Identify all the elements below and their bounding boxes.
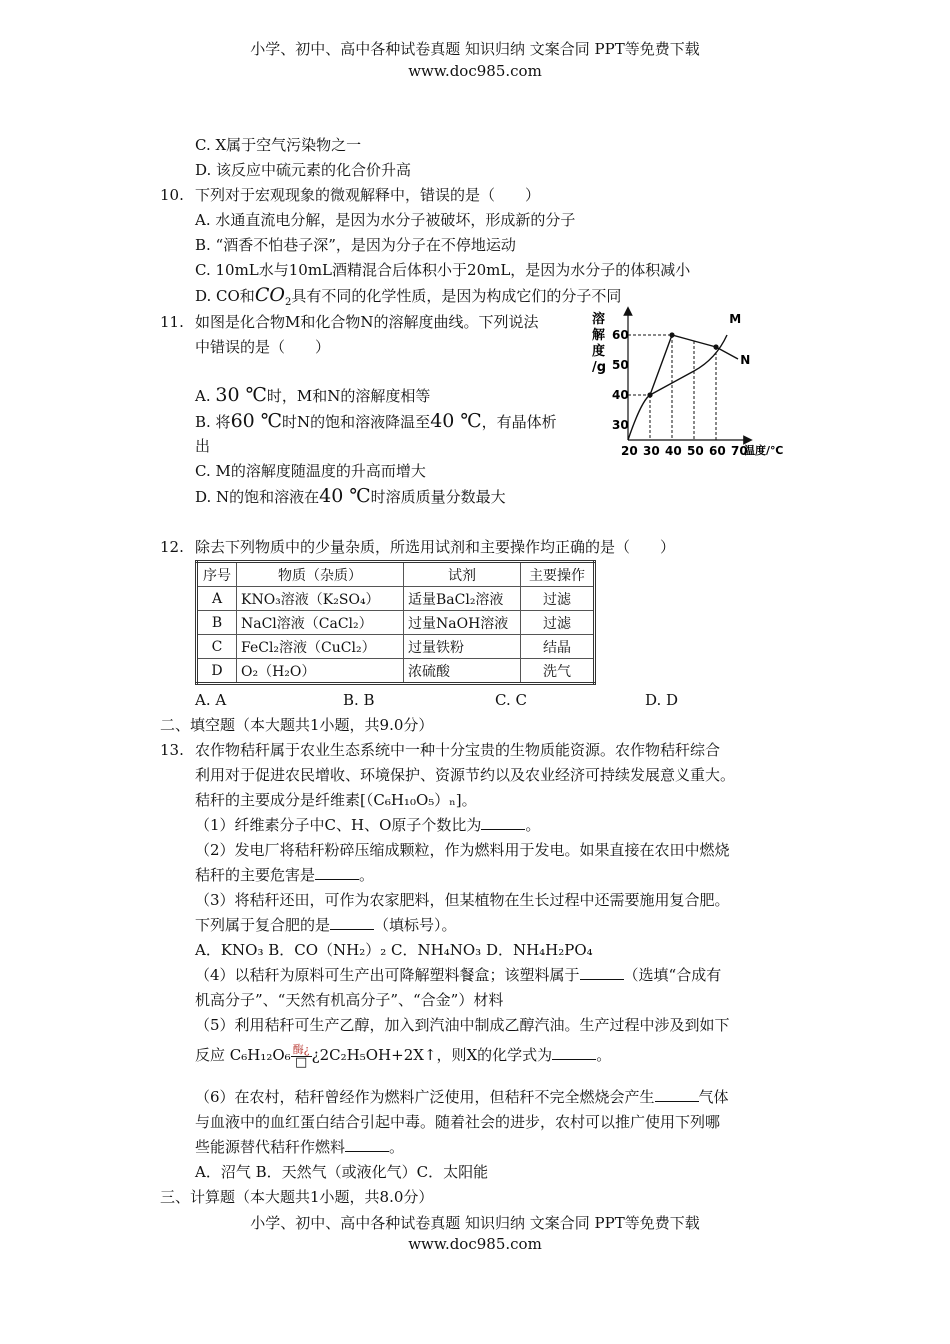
- y-label-char: 溶: [592, 312, 606, 327]
- q12-stem: 除去下列物质中的少量杂质，所选用试剂和主要操作均正确的是（ ）: [195, 538, 676, 556]
- q13-sub4-end: （选填“合成有: [623, 966, 722, 984]
- q13-sub6-end2: 。: [389, 1138, 405, 1156]
- y-tick-label: 60: [612, 328, 629, 342]
- q11-option-b-prefix: B. 将: [195, 413, 231, 431]
- q13-paragraph-line: 农作物秸秆属于农业生态系统中一种十分宝贵的生物质能资源。农作物秸秆综合: [195, 741, 721, 759]
- table-cell: B: [197, 611, 237, 635]
- curves: [628, 312, 750, 440]
- q13-sub5-equation: [195, 1040, 611, 1070]
- q9-option-c: C. X属于空气污染物之一: [195, 136, 362, 154]
- table-header: 试剂: [404, 562, 521, 587]
- q13-sub1-end: 。: [525, 816, 541, 834]
- y-label-char: 解: [592, 328, 606, 343]
- q11-option-a-prefix: A.: [195, 387, 216, 405]
- co2-subscript: 2: [284, 297, 292, 308]
- table-header: 物质（杂质）: [237, 562, 404, 587]
- page-footer-line1: 小学、初中、高中各种试卷真题 知识归纳 文案合同 PPT等免费下载: [250, 1214, 700, 1232]
- q13-sub6-end: 气体: [698, 1088, 729, 1106]
- q11-option-b: [195, 409, 557, 435]
- q11-stem-line1: 如图是化合物M和化合物N的溶解度曲线。下列说法: [195, 313, 539, 331]
- reaction-reactant: 反应 C₆H₁₂O₆: [195, 1046, 291, 1064]
- table-cell: 洗气: [521, 659, 595, 684]
- intersection-point: [669, 332, 674, 337]
- table-row: [197, 587, 595, 611]
- q12-option-b: B. B: [343, 691, 375, 709]
- y-axis-label: [592, 311, 606, 375]
- section-title-fill-blank: 二、填空题（本大题共1小题，共9.0分）: [160, 716, 434, 734]
- table-cell: 过量铁粉: [404, 635, 521, 659]
- answer-blank[interactable]: [655, 1087, 699, 1102]
- solubility-chart: [588, 305, 800, 465]
- q10-stem: 下列对于宏观现象的微观解释中，错误的是（ ）: [195, 186, 541, 204]
- q11-option-b-mid: 时N的饱和溶液降温至: [282, 413, 431, 431]
- q11-number: 11.: [160, 313, 184, 331]
- x-tick-label: 40: [665, 444, 682, 458]
- table-cell: 过量NaOH溶液: [404, 611, 521, 635]
- table-cell: 结晶: [521, 635, 595, 659]
- series-m-label: M: [729, 312, 742, 326]
- reaction-condition-top: 酶¿: [292, 1042, 310, 1056]
- q12-option-a: A. A: [195, 691, 227, 709]
- y-tick-labels: [612, 328, 629, 432]
- q13-sub6-line2: 与血液中的血红蛋白结合引起中毒。随着社会的进步，农村可以推广使用下列哪: [195, 1113, 721, 1131]
- y-tick-label: 30: [612, 418, 629, 432]
- table-cell: C: [197, 635, 237, 659]
- q13-paragraph-line: 秸秆的主要成分是纤维素[（C₆H₁₀O₅）ₙ]。: [195, 791, 477, 809]
- q13-sub1-text: （1）纤维素分子中C、H、O原子个数比为: [195, 816, 482, 834]
- guide-lines: [628, 335, 716, 440]
- intersection-point: [647, 392, 652, 397]
- table-cell: D: [197, 659, 237, 684]
- table-cell: O₂（H₂O）: [237, 659, 404, 684]
- table-header: 序号: [197, 562, 237, 587]
- q11-option-d-prefix: D. N的饱和溶液在: [195, 488, 320, 506]
- q13-sub2-line1: （2）发电厂将秸秆粉碎压缩成颗粒，作为燃料用于发电。如果直接在农田中燃烧: [195, 841, 730, 859]
- q13-sub6-text: （6）在农村，秸秆曾经作为燃料广泛使用，但秸秆不完全燃烧会产生: [195, 1088, 655, 1106]
- series-m-line: [628, 335, 727, 440]
- q10-option-c: C. 10mL水与10mL酒精混合后体积小于20mL，是因为水分子的体积减小: [195, 261, 691, 279]
- x-tick-label: 20: [621, 444, 638, 458]
- q9-option-d: D. 该反应中硫元素的化合价升高: [195, 161, 412, 179]
- x-tick-label: 30: [643, 444, 660, 458]
- table-header-row: [197, 562, 595, 587]
- reaction-condition-bottom: □: [294, 1054, 308, 1070]
- answer-blank[interactable]: [580, 965, 624, 980]
- q10-option-b: B. “酒香不怕巷子深”，是因为分子在不停地运动: [195, 236, 516, 254]
- q13-sub2-end: 。: [359, 866, 375, 884]
- q11-option-d: [195, 484, 506, 510]
- temp-60: 60 ℃: [230, 410, 283, 432]
- q12-option-d: D. D: [645, 691, 679, 709]
- temp-40: 40 ℃: [430, 410, 482, 432]
- q11-stem-line2: 中错误的是（ ）: [195, 338, 331, 356]
- q10-option-d-prefix: D. CO和: [195, 287, 255, 305]
- q13-sub3-line1: （3）将秸秆还田，可作为农家肥料，但某植物在生长过程中还需要施用复合肥。: [195, 891, 730, 909]
- q13-sub6-line1: [195, 1085, 729, 1110]
- q13-sub4-line1: [195, 963, 721, 988]
- table-row: [197, 611, 595, 635]
- impurity-table: [195, 560, 596, 685]
- q13-sub4-text: （4）以秸秆为原料可生产出可降解塑料餐盒；该塑料属于: [195, 966, 580, 984]
- y-tick-label: 50: [612, 358, 629, 372]
- temp-40-d: 40 ℃: [319, 485, 371, 507]
- y-label-char: /g: [592, 360, 607, 375]
- series-n-label: N: [740, 353, 751, 367]
- q13-sub6-line3: [195, 1135, 404, 1160]
- answer-blank[interactable]: [552, 1045, 596, 1060]
- q13-sub1: [195, 813, 540, 838]
- q13-sub3-end: （填标号）。: [374, 916, 457, 934]
- x-axis-label: 温度/℃: [744, 444, 784, 457]
- q10-number: 10.: [160, 186, 184, 204]
- q13-sub3-text: 下列属于复合肥的是: [195, 916, 331, 934]
- q11-option-a-suffix: 时，M和N的溶解度相等: [266, 387, 431, 405]
- table-header: 主要操作: [521, 562, 595, 587]
- q12-option-c: C. C: [495, 691, 527, 709]
- q13-sub2-line2: [195, 863, 374, 888]
- q13-sub3-line2: [195, 913, 457, 938]
- page-footer-url: www.doc985.com: [408, 1235, 542, 1253]
- table-row: [197, 635, 595, 659]
- table-cell: FeCl₂溶液（CuCl₂）: [237, 635, 404, 659]
- table-cell: A: [197, 587, 237, 611]
- q13-sub6-text2: 些能源替代秸秆作燃料: [195, 1138, 346, 1156]
- x-tick-labels: [621, 444, 748, 458]
- table-row: [197, 659, 595, 684]
- q13-paragraph-line: 利用对于促进农民增收、环境保护、资源节约以及农业经济可持续发展意义重大。: [195, 766, 736, 784]
- x-tick-label: 60: [709, 444, 726, 458]
- x-tick-label: 50: [687, 444, 704, 458]
- section-title-calculation: 三、计算题（本大题共1小题，共8.0分）: [160, 1188, 434, 1206]
- q13-sub5-end: 。: [596, 1046, 612, 1064]
- q11-option-b-cont: 出: [195, 437, 211, 455]
- q11-option-d-suffix: 时溶质质量分数最大: [370, 488, 506, 506]
- q11-option-c: C. M的溶解度随温度的升高而增大: [195, 462, 426, 480]
- x-tick-label: 70: [731, 444, 748, 458]
- co2-formula: CO: [254, 284, 285, 306]
- page-header-line1: 小学、初中、高中各种试卷真题 知识归纳 文案合同 PPT等免费下载: [250, 40, 700, 58]
- y-tick-label: 40: [612, 388, 629, 402]
- q13-number: 13.: [160, 741, 184, 759]
- page-header-url: www.doc985.com: [408, 62, 542, 80]
- answer-blank[interactable]: [330, 915, 374, 930]
- table-cell: 适量BaCl₂溶液: [404, 587, 521, 611]
- answer-blank[interactable]: [481, 815, 525, 830]
- q11-option-b-suffix: ，有晶体析: [481, 413, 557, 431]
- q11-option-a: [195, 383, 430, 409]
- q13-sub3-options: A．KNO₃ B．CO（NH₂）₂ C．NH₄NO₃ D．NH₄H₂PO₄: [195, 941, 593, 959]
- q13-sub6-options: A．沼气 B．天然气（或液化气）C．太阳能: [195, 1163, 489, 1181]
- table-cell: 浓硫酸: [404, 659, 521, 684]
- y-label-char: 度: [592, 344, 606, 359]
- reaction-condition: [291, 1044, 312, 1069]
- q13-sub4-line2: 机高分子”、“天然有机高分子”、“合金”）材料: [195, 991, 504, 1009]
- temp-30: 30 ℃: [215, 384, 267, 406]
- q13-sub5-line1: （5）利用秸秆可生产乙醇，加入到汽油中制成乙醇汽油。生产过程中涉及到如下: [195, 1016, 730, 1034]
- answer-blank[interactable]: [345, 1137, 389, 1152]
- q13-sub2-text: 秸秆的主要危害是: [195, 866, 316, 884]
- table-cell: KNO₃溶液（K₂SO₄）: [237, 587, 404, 611]
- answer-blank[interactable]: [315, 865, 359, 880]
- table-cell: 过滤: [521, 611, 595, 635]
- reaction-products: ¿2C₂H₅OH+2X↑，则X的化学式为: [311, 1046, 553, 1064]
- q10-option-a: A. 水通直流电分解，是因为水分子被破坏，形成新的分子: [195, 211, 576, 229]
- table-cell: 过滤: [521, 587, 595, 611]
- intersection-point: [713, 344, 718, 349]
- q12-number: 12.: [160, 538, 184, 556]
- q10-option-d-suffix: 具有不同的化学性质，是因为构成它们的分子不同: [291, 287, 622, 305]
- table-cell: NaCl溶液（CaCl₂）: [237, 611, 404, 635]
